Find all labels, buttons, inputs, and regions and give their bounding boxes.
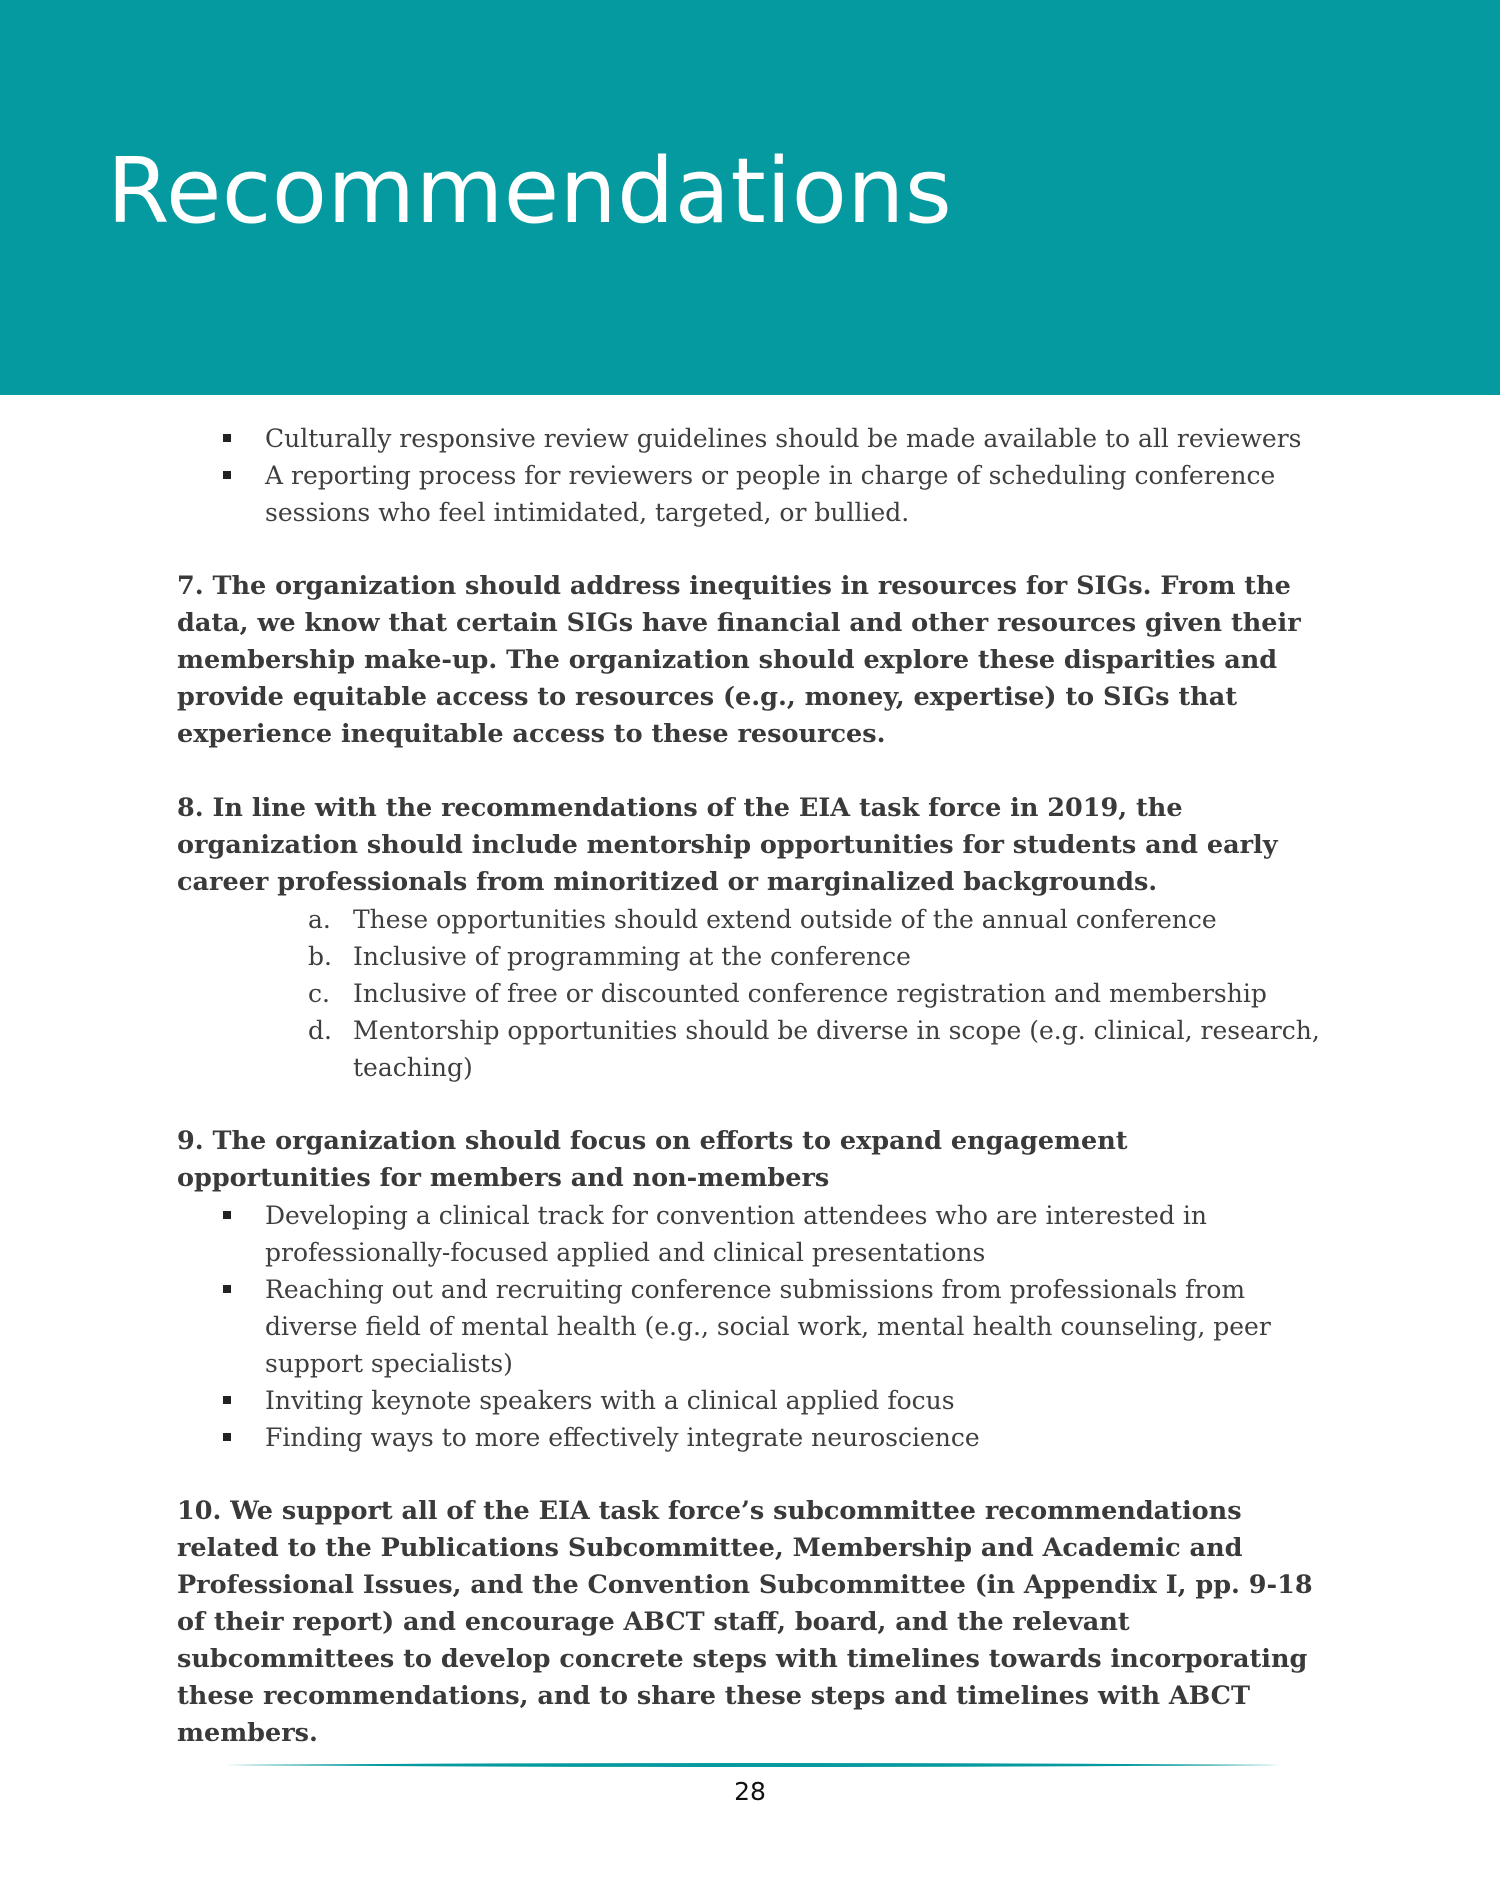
list-item-text: Inclusive of programming at the conference bbox=[353, 942, 911, 971]
bullet-text: Developing a clinical track for convention attendees who are interested in professionally-focused applied and clinical presentations bbox=[265, 1201, 1207, 1267]
recommendation-9-heading: 9. The organization should focus on efforts to expand engagement opportunities for members and non-members bbox=[177, 1126, 1128, 1193]
recommendation-10-heading: 10. We support all of the EIA task force’s subcommittee recommendations related to the Publications Subcommittee, Membership and Academic and Professional Issues, and the Convention Subcommittee (in Appendix I, pp. 9-18 of their report) and encourage ABCT staff, board, and the relevant subcommittees to develop concrete steps with timelines towards incorporating these recommendations, and to share these steps and timelines with ABCT members. bbox=[177, 1496, 1313, 1748]
header-band bbox=[0, 0, 1500, 395]
list-item bbox=[0, 420, 1500, 457]
page-content bbox=[0, 420, 1500, 1752]
recommendation-8-heading: 8. In line with the recommendations of the EIA task force in 2019, the organization should include mentorship opportunities for students and early career professionals from minoritized or marginalized backgrounds. bbox=[177, 793, 1278, 897]
bullet-text: Reaching out and recruiting conference submissions from professionals from diverse field of mental health (e.g., social work, mental health counseling, peer support specialists) bbox=[265, 1275, 1271, 1378]
list-item-text: These opportunities should extend outside of the annual conference bbox=[353, 905, 1217, 934]
list-item bbox=[0, 938, 1500, 975]
list-item bbox=[0, 1382, 1500, 1419]
list-item bbox=[0, 1419, 1500, 1456]
list-item bbox=[0, 1197, 1500, 1271]
list-marker: c. bbox=[308, 979, 330, 1008]
spacer bbox=[0, 1456, 1500, 1493]
bullet-text: Culturally responsive review guidelines should be made available to all reviewers bbox=[265, 424, 1302, 453]
recommendation-9-bullet-list bbox=[0, 1197, 1500, 1456]
bullet-text: Inviting keynote speakers with a clinical applied focus bbox=[265, 1386, 955, 1415]
list-marker: d. bbox=[308, 1016, 332, 1045]
list-item bbox=[0, 975, 1500, 1012]
list-item-text: Inclusive of free or discounted conference registration and membership bbox=[353, 979, 1267, 1008]
spacer bbox=[0, 1086, 1500, 1123]
page-title: Recommendations bbox=[107, 139, 953, 244]
bullet-text: A reporting process for reviewers or people in charge of scheduling conference sessions who feel intimidated, targeted, or bullied. bbox=[265, 461, 1276, 527]
list-item bbox=[0, 901, 1500, 938]
footer-divider bbox=[225, 1761, 1280, 1769]
recommendation-7-heading: 7. The organization should address inequities in resources for SIGs. From the data, we know that certain SIGs have financial and other resources given their membership make-up. The organization should explore these disparities and provide equitable access to resources (e.g., money, expertise) to SIGs that experience inequitable access to these resources. bbox=[177, 571, 1301, 749]
spacer bbox=[0, 531, 1500, 568]
list-marker: b. bbox=[308, 942, 332, 971]
page-number: 28 bbox=[734, 1777, 766, 1806]
square-bullet-icon bbox=[223, 1211, 231, 1219]
square-bullet-icon bbox=[223, 1433, 231, 1441]
spacer bbox=[0, 753, 1500, 790]
list-item bbox=[0, 1012, 1500, 1086]
list-item bbox=[0, 457, 1500, 531]
square-bullet-icon bbox=[223, 434, 231, 442]
intro-bullet-list bbox=[0, 420, 1500, 531]
list-marker: a. bbox=[308, 905, 331, 934]
bullet-text: Finding ways to more effectively integrate neuroscience bbox=[265, 1423, 980, 1452]
list-item-text: Mentorship opportunities should be diverse in scope (e.g. clinical, research, teaching) bbox=[353, 1016, 1320, 1082]
list-item bbox=[0, 1271, 1500, 1382]
recommendation-8-sublist bbox=[0, 901, 1500, 1086]
square-bullet-icon bbox=[223, 1396, 231, 1404]
square-bullet-icon bbox=[223, 1285, 231, 1293]
square-bullet-icon bbox=[223, 471, 231, 479]
